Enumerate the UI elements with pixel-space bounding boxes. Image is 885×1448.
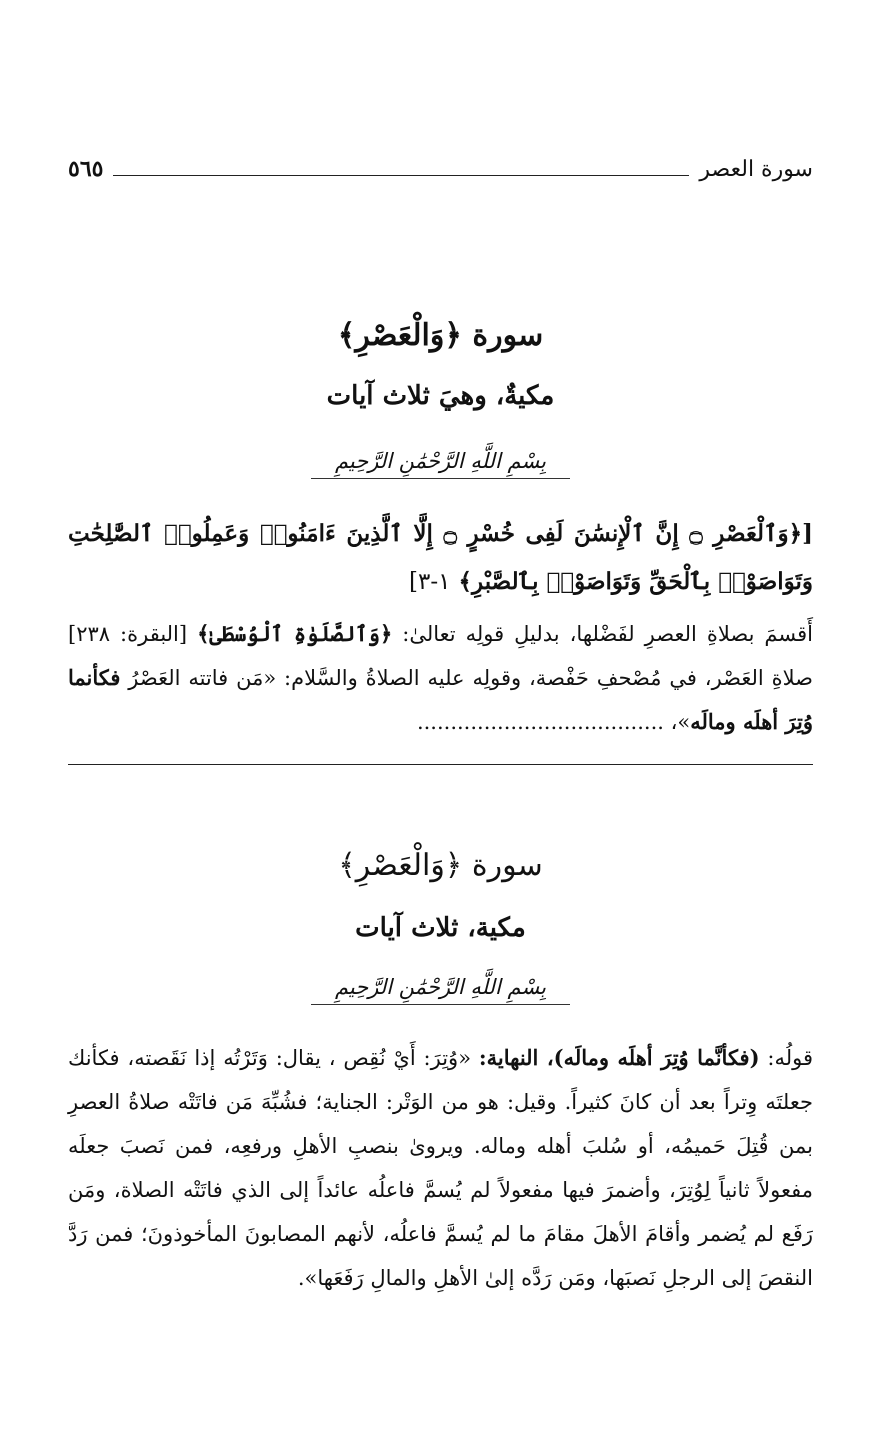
verse-text: [﴿وَٱلْعَصْرِ ۝ إِنَّ ٱلْإِنسَٰنَ لَفِى خُسْرٍ ۝ إِلَّا ٱلَّذِينَ ءَامَنُوا۟ وَعَمِلُوا۟ ٱلصَّٰلِحَٰتِ وَتَوَاصَوْا۟ بِٱلْحَقِّ وَتَوَاصَوْا۟ بِٱلصَّبْرِ﴾ (68, 520, 813, 595)
commentary-quote: (فكأنَّما وُتِرَ أهلَه ومالَه)، النهاية: (478, 1045, 760, 1070)
commentary-1 (68, 612, 813, 744)
page-number: ٥٦٥ (68, 156, 104, 182)
header-rule (113, 175, 689, 176)
surah-title: سورة ﴿وَالْعَصْرِ﴾ (337, 318, 544, 353)
surah-subtitle: مكيةٌ، وهيَ ثلاث آيات (326, 381, 555, 411)
surah-subtitle: مكية، ثلاث آيات (355, 913, 526, 943)
surah-heading-1 (68, 316, 813, 356)
basmala-2-wrap (68, 972, 813, 1005)
commentary-2 (68, 1036, 813, 1300)
commentary-body: «وُتِرَ: أَيْ نُقِص ، يقال: وَتَرْتُه إذا نَقَصته، فكأنك جعلتَه وِتراً بعد أن كانَ كثيراً. وقيل: هو من الوَتْر: الجناية؛ فشُبِّهَ مَن فاتَتْه صلاةُ العصرِ بمن قُتِلَ حَميمُه، أو سُلبَ أهله وماله. ويروىٰ بنصبِ الأهلِ ورفعِه، فمن نَصبَ جعلَه مفعولاً ثانياً لِوُتِرَ، وأضمرَ فيها مفعولاً لم يُسمَّ فاعلُه عائداً إلى الذي فاتَتْه الصلاة، ومَن رَفَع لم يُضمر وأقامَ الأهلَ مقامَ ما لم يُسمَّ فاعلُه، لأنهم المصابونَ المأخوذونَ؛ فمن رَدَّ النقصَ إلى الرجلِ نَصبَها، ومَن رَدَّه إلىٰ الأهلِ والمالِ رَفَعَها». (68, 1046, 813, 1290)
surah-title: سورة ﴿وَالْعَصْرِ﴾ (338, 848, 543, 883)
verse-block (68, 510, 813, 606)
commentary-text: أَقسمَ بصلاةِ العصرِ لفَضْلها، بدليلِ قولِه تعالىٰ: (392, 622, 813, 646)
basmala: بِسْمِ اللَّهِ الرَّحْمَٰنِ الرَّحِيمِ (311, 972, 570, 1005)
commentary-hadith: فكأنما وُتِرَ أهلَه ومالَه (68, 665, 813, 734)
running-header (68, 152, 813, 186)
running-title: سورة العصر (699, 156, 813, 182)
commentary-lead: قولُه: (759, 1046, 813, 1070)
verse-reference: ١-٣] (409, 569, 451, 595)
commentary-end: »، ..................................... (416, 710, 691, 734)
basmala: بِسْمِ اللَّهِ الرَّحْمَٰنِ الرَّحِيمِ (311, 446, 570, 479)
section-divider (68, 764, 813, 765)
surah-subtitle-2-wrap (68, 910, 813, 946)
basmala-1-wrap (68, 446, 813, 479)
surah-subtitle-1-wrap (68, 378, 813, 414)
surah-heading-2 (68, 846, 813, 886)
commentary-text-rest: [البقرة: ٢٣٨] صلاةِ العَصْر، في مُصْحفِ حَفْصة، وقولِه عليه الصلاةُ والسَّلام: «مَن فاتته العَصْرُ (68, 622, 813, 690)
commentary-quote: ﴿وَٱلصَّلَوٰةِ ٱلْوُسْطَىٰ﴾ (197, 621, 393, 646)
